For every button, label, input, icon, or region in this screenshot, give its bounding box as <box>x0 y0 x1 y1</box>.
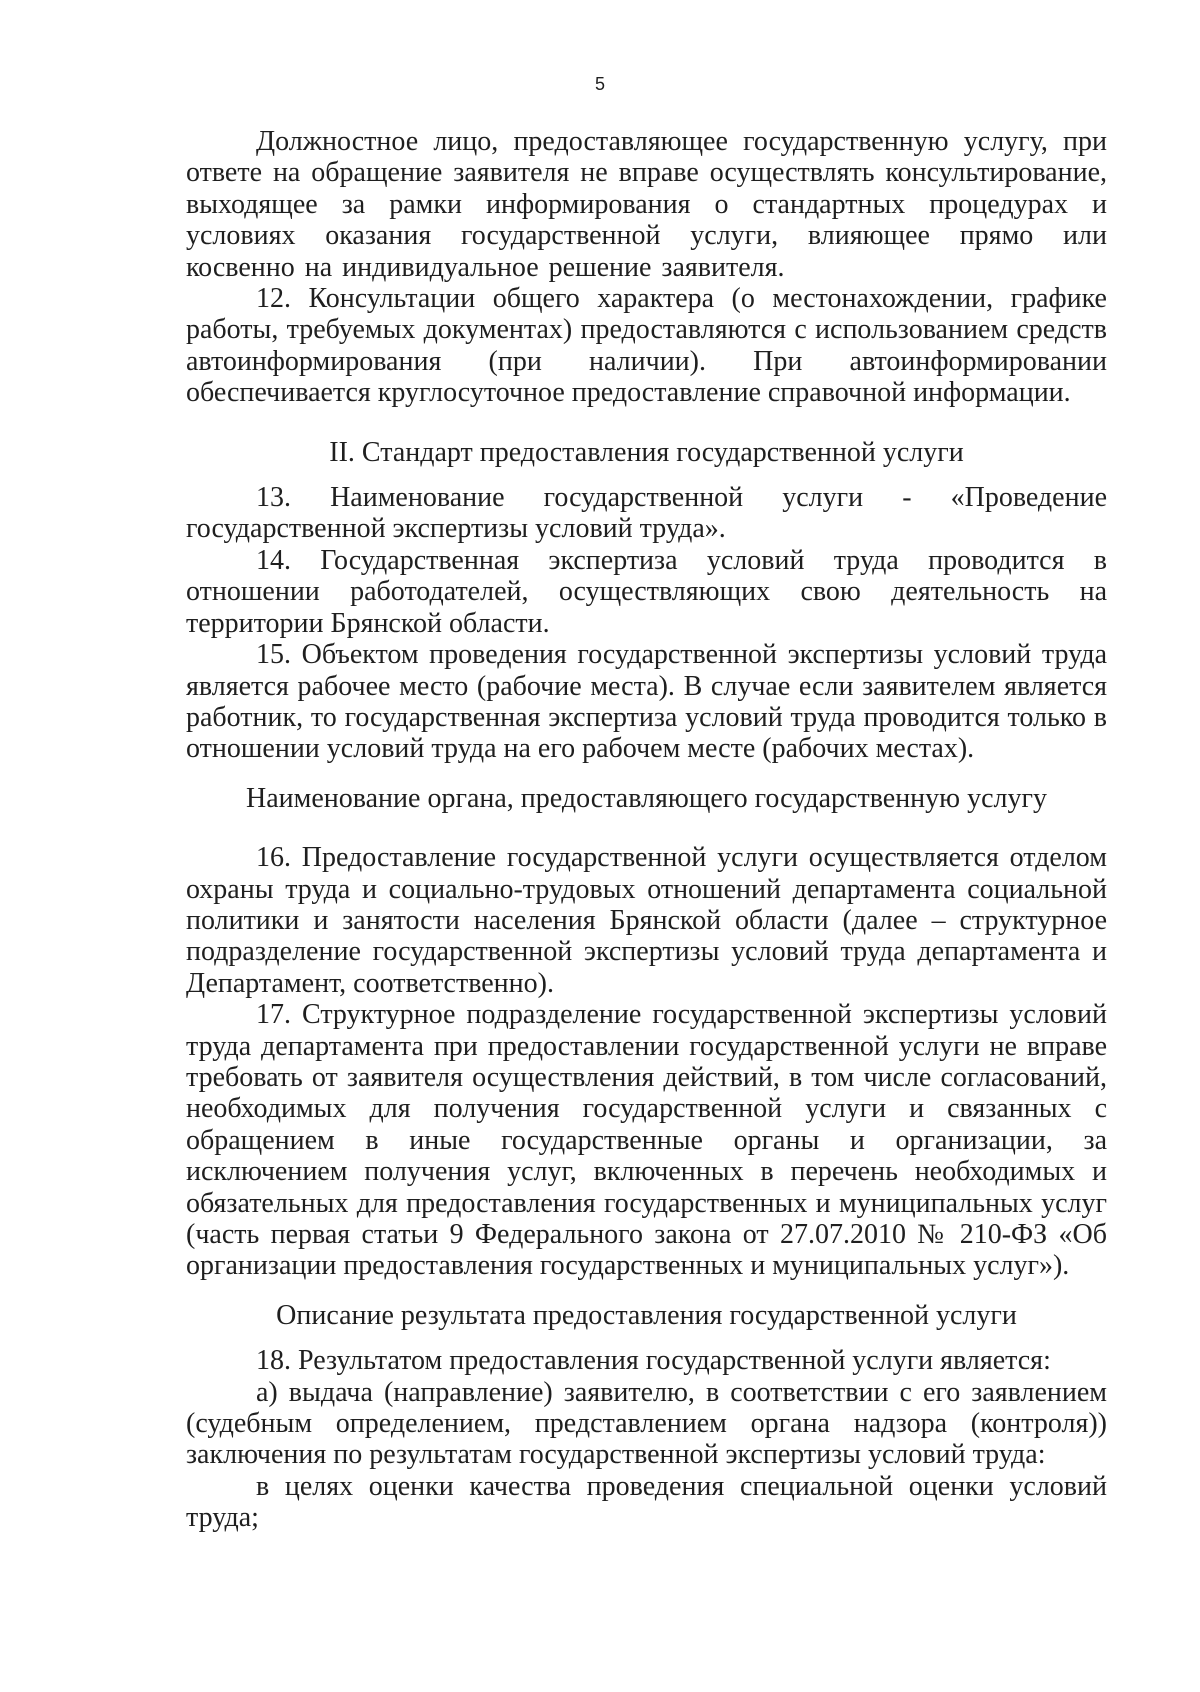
section-heading-result: Описание результата предоставления государственной услуги <box>276 1299 1017 1331</box>
paragraph-consulting-restriction: Должностное лицо, предоставляющее государственную услугу, при ответе на обращение заявителя не вправе осуществлять консультирование, выходящее за рамки информирования о стандартных процедурах и условиях оказания государственной услуги, влияющее прямо или косвенно на индивидуальное решение заявителя. <box>186 126 1107 283</box>
section-heading-authority: Наименование органа, предоставляющего государственную услугу <box>246 782 1047 814</box>
paragraph-14: 14. Государственная экспертиза условий труда проводится в отношении работодателей, осуществляющих свою деятельность на территории Брянской области. <box>186 544 1107 639</box>
document-body <box>186 126 1107 1534</box>
paragraph-18a-purpose: в целях оценки качества проведения специальной оценки условий труда; <box>186 1470 1107 1534</box>
paragraph-16: 16. Предоставление государственной услуги осуществляется отделом охраны труда и социально-трудовых отношений департамента социальной политики и занятости населения Брянской области (далее – структурное подразделение государственной экспертизы условий труда департамента и Департамент, соответственно). <box>186 842 1107 999</box>
paragraph-12: 12. Консультации общего характера (о местонахождении, графике работы, требуемых документах) предоставляются с использованием средств автоинформирования (при наличии). При автоинформировании обеспечивается круглосуточное предоставление справочной информации. <box>186 283 1107 409</box>
section-heading-standard: II. Стандарт предоставления государственной услуги <box>329 436 964 468</box>
paragraph-18a: а) выдача (направление) заявителю, в соответствии с его заявлением (судебным определением, представлением органа надзора (контроля)) заключения по результатам государственной экспертизы условий труда: <box>186 1376 1107 1471</box>
paragraph-18: 18. Результатом предоставления государственной услуги является: <box>256 1345 1051 1377</box>
page-number: 5 <box>594 74 605 94</box>
paragraph-15: 15. Объектом проведения государственной экспертизы условий труда является рабочее место (рабочие места). В случае если заявителем является работник, то государственная экспертиза условий труда проводится только в отношении условий труда на его рабочем месте (рабочих местах). <box>186 639 1107 765</box>
paragraph-13: 13. Наименование государственной услуги - «Проведение государственной экспертизы условий труда». <box>186 482 1107 545</box>
paragraph-17: 17. Структурное подразделение государственной экспертизы условий труда департамента при предоставлении государственной услуги не вправе требовать от заявителя осуществления действий, в том числе согласований, необходимых для получения государственной услуги и связанных с обращением в иные государственные органы и организации, за исключением получения услуг, включенных в перечень необходимых и обязательных для предоставления государственных и муниципальных услуг (часть первая статьи 9 Федерального закона от 27.07.2010 № 210-ФЗ «Об организации предоставления государственных и муниципальных услуг»). <box>186 999 1107 1282</box>
